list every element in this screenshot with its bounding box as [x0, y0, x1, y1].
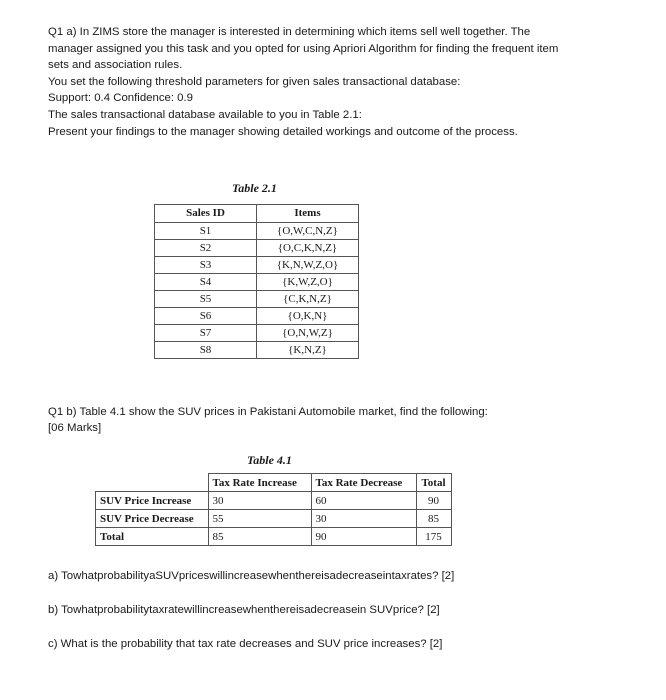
table-row — [155, 257, 359, 274]
table-row — [155, 291, 359, 308]
q1b-line: [06 Marks] — [48, 422, 102, 434]
q1b-line: Q1 b) Table 4.1 show the SUV prices in Pakistani Automobile market, find the following: — [48, 406, 488, 418]
row-label: Total — [96, 528, 209, 546]
q1a-line: manager assigned you this task and you opted for using Apriori Algorithm for finding the frequent item — [48, 42, 559, 55]
sales-id-cell: S6 — [155, 308, 257, 325]
table-cell: 30 — [208, 492, 311, 510]
total-cell: 90 — [416, 492, 451, 510]
question-1a — [48, 24, 638, 140]
table-row — [155, 342, 359, 359]
items-cell: {O,N,W,Z} — [257, 325, 359, 342]
table-row — [155, 308, 359, 325]
sales-id-cell: S2 — [155, 240, 257, 257]
table-row — [155, 274, 359, 291]
sales-id-cell: S1 — [155, 223, 257, 240]
total-cell: 175 — [416, 528, 451, 546]
q1a-line: sets and association rules. — [48, 59, 183, 72]
table-row — [96, 528, 452, 546]
q1a-line: Present your findings to the manager showing detailed workings and outcome of the process. — [48, 125, 518, 138]
subquestion-b: b) Towhatprobabilitytaxratewillincreasewhenthereisadecreasein SUVprice? [2] — [48, 604, 440, 616]
q1a-line: Support: 0.4 Confidence: 0.9 — [48, 92, 194, 105]
sales-id-cell: S4 — [155, 274, 257, 291]
sales-id-cell: S5 — [155, 291, 257, 308]
items-cell: {O,W,C,N,Z} — [257, 223, 359, 240]
sales-id-cell: S8 — [155, 342, 257, 359]
table-row — [155, 240, 359, 257]
suv-price-table — [95, 473, 452, 546]
q1a-line: The sales transactional database available to you in Table 2.1: — [48, 108, 362, 121]
table-2-1-caption: Table 2.1 — [232, 181, 277, 195]
items-cell: {K,N,Z} — [257, 342, 359, 359]
column-header: Tax Rate Decrease — [311, 474, 416, 492]
subquestion-c: c) What is the probability that tax rate decreases and SUV price increases? [2] — [48, 638, 443, 650]
table-row — [96, 510, 452, 528]
column-header: Items — [257, 205, 359, 223]
sales-transaction-table — [154, 204, 359, 359]
corner-cell — [96, 474, 209, 492]
row-label: SUV Price Increase — [96, 492, 209, 510]
items-cell: {K,W,Z,O} — [257, 274, 359, 291]
q1a-line: You set the following threshold parameters for given sales transactional database: — [48, 75, 461, 88]
sales-id-cell: S3 — [155, 257, 257, 274]
table-cell: 60 — [311, 492, 416, 510]
table-cell: 30 — [311, 510, 416, 528]
table-4-1-caption: Table 4.1 — [247, 453, 292, 467]
table-row — [155, 223, 359, 240]
items-cell: {O,C,K,N,Z} — [257, 240, 359, 257]
q1a-line: Q1 a) In ZIMS store the manager is interested in determining which items sell well together. The — [48, 26, 531, 38]
row-label: SUV Price Decrease — [96, 510, 209, 528]
items-cell: {O,K,N} — [257, 308, 359, 325]
items-cell: {C,K,N,Z} — [257, 291, 359, 308]
column-header: Tax Rate Increase — [208, 474, 311, 492]
table-header-row — [96, 474, 452, 492]
table-cell: 55 — [208, 510, 311, 528]
question-1b — [48, 404, 638, 436]
table-header-row — [155, 205, 359, 223]
table-cell: 85 — [208, 528, 311, 546]
column-header: Total — [416, 474, 451, 492]
column-header: Sales ID — [155, 205, 257, 223]
table-row — [96, 492, 452, 510]
subquestion-a: a) TowhatprobabilityaSUVpriceswillincreasewhenthereisadecreaseintaxrates? [2] — [48, 570, 455, 582]
table-cell: 90 — [311, 528, 416, 546]
items-cell: {K,N,W,Z,O} — [257, 257, 359, 274]
sales-id-cell: S7 — [155, 325, 257, 342]
total-cell: 85 — [416, 510, 451, 528]
table-row — [155, 325, 359, 342]
